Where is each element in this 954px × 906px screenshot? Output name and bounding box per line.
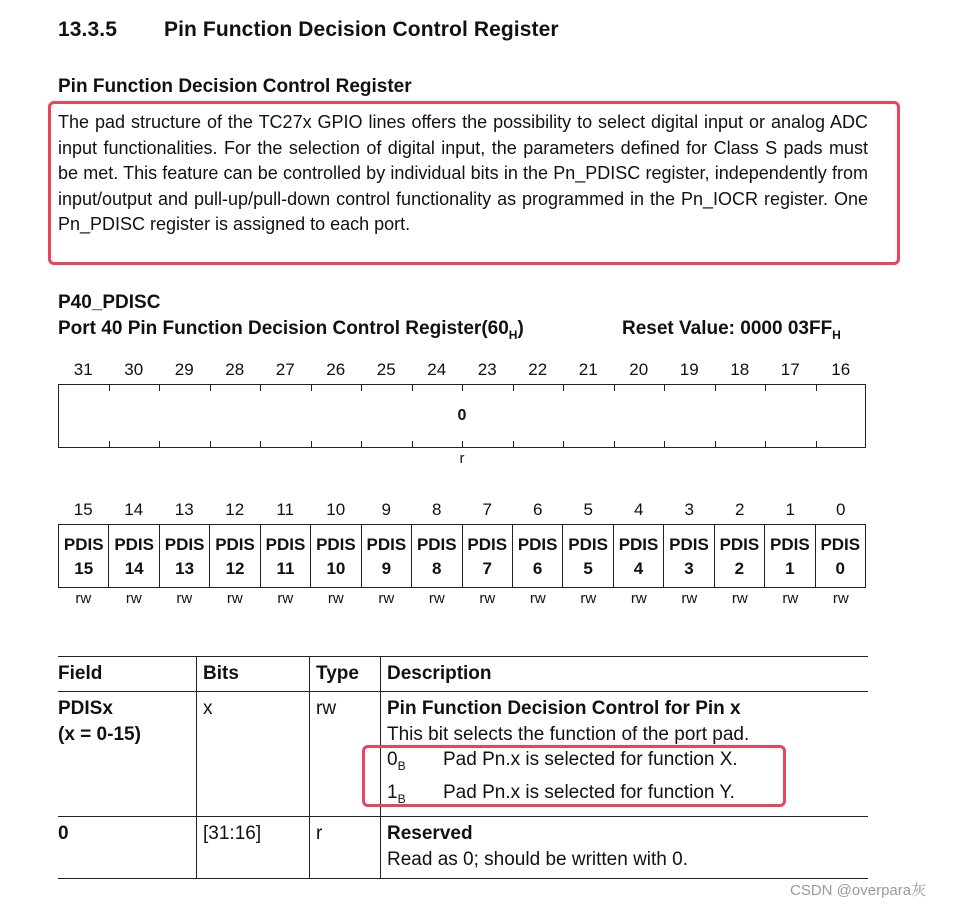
bit-tick [159,441,160,447]
bit-tick [210,441,211,447]
bit-field-index: 1 [785,559,795,578]
bit-field-name: PDIS [467,535,508,554]
bit-tick [462,385,463,391]
section-title: Pin Function Decision Control Register [164,18,559,41]
bit-field-cell [160,525,210,587]
bit-access: rw [75,590,92,607]
bit-tick [614,441,615,447]
header-description: Description [381,657,869,692]
bit-tick [664,441,665,447]
low-bit-numbers [58,500,866,520]
bit-field-index: 12 [225,559,245,578]
bit-tick [563,441,564,447]
bit-number: 27 [275,360,295,379]
row1-desc-title: Pin Function Decision Control for Pin x [387,698,741,719]
row2-desc-text: Read as 0; should be written with 0. [387,848,689,870]
bit-number: 9 [381,500,391,519]
bit-number: 16 [831,360,851,379]
bit-field-name: PDIS [114,535,154,554]
reset-value: Reset Value: 0000 $03FF_H$ [622,318,841,342]
bit-access: rw [125,590,142,607]
bit-tick [816,441,817,447]
bit-number: 20 [629,360,649,379]
bit-tick [311,441,312,447]
bit-field-cell [664,525,714,587]
bit-access: rw [580,590,597,607]
bit-field-cell [614,525,664,587]
bit-number: 4 [634,500,644,519]
section-heading [58,18,559,42]
row1-field: PDISx (x = 0-15) [58,692,197,817]
bit-field-cell [109,525,159,587]
table-row [58,817,868,879]
bit-number: 23 [477,360,497,379]
bit-tick [260,441,261,447]
bit-field-cell [261,525,311,587]
bit-number: 24 [427,360,447,379]
bit-number: 3 [684,500,694,519]
bit-field-cell [816,525,866,587]
bit-field-name: PDIS [164,535,205,554]
bit-number: 26 [326,360,346,379]
bit-number: 19 [679,360,699,379]
row2-type: r [310,817,381,879]
bit-number: 13 [174,500,194,519]
bit-number: 14 [124,500,144,519]
bit-number: 29 [174,360,194,379]
bit-access: rw [782,590,799,607]
header-type: Type [310,657,381,692]
bit-field-name: PDIS [719,535,760,554]
row1-type: rw [310,692,381,817]
bit-tick [765,385,766,391]
bit-number: 8 [432,500,442,519]
bit-tick [361,385,362,391]
value-0-row: $0_B$ Pad Pn.x is selected for function X. [387,749,738,773]
bit-number: 22 [528,360,548,379]
bit-tick [715,441,716,447]
bit-field-name: PDIS [416,535,457,554]
bit-field-index: 5 [583,559,593,578]
bit-access: rw [327,590,344,607]
bit-field-cell [715,525,765,587]
bit-number: 31 [73,360,93,379]
bit-number: 7 [482,500,492,519]
bit-number: 6 [533,500,543,519]
bit-tick [311,385,312,391]
bit-tick [210,385,211,391]
register-low-fields [58,524,866,588]
bit-tick [361,441,362,447]
bit-tick [816,385,817,391]
row2-desc-title: Reserved [387,823,473,844]
bit-number: 17 [780,360,800,379]
bit-tick [765,441,766,447]
high-field-value: 0 [457,407,467,424]
row2-bits: [31:16] [197,817,310,879]
bit-field-name: PDIS [618,535,659,554]
row1-desc-text: This bit selects the function of the port pad. [387,723,750,745]
bit-field-index: 13 [175,559,195,578]
bit-field-index: 3 [684,559,694,578]
bit-number: 28 [225,360,245,379]
bit-access: rw [630,590,647,607]
bit-tick [159,385,160,391]
bit-field-name: PDIS [820,535,861,554]
value-1-row: $1_B$ Pad Pn.x is selected for function Y. [387,781,735,806]
bit-tick [513,385,514,391]
watermark: CSDN @overpara灰 [790,882,927,899]
high-field-access: r [459,450,465,467]
bit-field-index: 10 [326,559,346,578]
bit-access: rw [277,590,294,607]
bit-field-cell [765,525,815,587]
bit-field-name: PDIS [517,535,558,554]
bit-field-name: PDIS [215,535,255,554]
highlight-box-values [362,745,786,807]
bit-access: rw [378,590,395,607]
bit-field-cell [563,525,613,587]
highlight-box-paragraph [48,101,900,265]
bit-field-cell [513,525,563,587]
bit-access: rw [731,590,748,607]
bit-field-cell [412,525,462,587]
bit-tick [664,385,665,391]
bit-field-index: 15 [74,559,94,578]
bit-tick [462,441,463,447]
bit-field-name: PDIS [63,535,104,554]
bit-number: 1 [785,500,795,519]
row1-bits: x [197,692,310,817]
bit-field-name: PDIS [770,535,810,554]
bit-number: 10 [326,500,346,519]
bit-tick [614,385,615,391]
bit-number: 5 [583,500,593,519]
bit-field-cell [311,525,361,587]
bit-field-name: PDIS [669,535,709,554]
bit-field-name: PDIS [366,535,407,554]
register-title: Port 40 Pin Function Decision Control $Register(60_H)$ [58,318,524,342]
row2-description [381,817,869,879]
register-name: P40_PDISC [58,292,161,313]
bit-tick [109,441,110,447]
bit-access: rw [832,590,849,607]
bit-field-index: 8 [432,559,442,578]
header-field: Field [58,657,197,692]
bit-number: 18 [730,360,750,379]
section-number: 13.3.5 [58,18,117,41]
bit-field-cell [362,525,412,587]
bit-number: 21 [578,360,598,379]
bit-tick [260,385,261,391]
bit-tick [563,385,564,391]
bit-field-index: 11 [276,559,295,578]
high-bit-numbers [58,360,866,380]
bit-access: rw [529,590,546,607]
bit-number: 25 [376,360,396,379]
subheading: Pin Function Decision Control Register [58,76,412,97]
bit-field-index: 7 [482,559,492,578]
bit-tick [715,385,716,391]
bit-field-index: 4 [633,559,644,578]
bit-number: 30 [124,360,144,379]
bit-field-cell [59,525,109,587]
bit-tick [412,385,413,391]
bit-field-name: PDIS [568,535,608,554]
bit-number: 11 [276,500,295,519]
bit-field-index: 0 [835,559,846,578]
bit-tick [513,441,514,447]
bit-number: 0 [836,500,846,519]
bit-field-name: PDIS [316,535,356,554]
description-paragraph: The pad structure of the TC27x GPIO lines offers the possibility to select digital input or analog ADC input functionalities. For the selection of digital input, the parameters defined for Class S pads must be met. This feature can be controlled by individual bits in the Pn_PDISC register, independently from input/output and pull-up/pull-down control functionality as programmed in the Pn_IOCR register. One Pn_PDISC register is assigned to each port. [58,112,868,235]
bit-field-index: 6 [532,559,543,578]
bit-field-cell [463,525,513,587]
bit-tick [412,441,413,447]
bit-number: 12 [225,500,245,519]
bit-access: rw [428,590,445,607]
header-bits: Bits [197,657,310,692]
bit-number: 2 [735,500,745,519]
bit-field-name: PDIS [265,535,306,554]
bit-access: rw [176,590,193,607]
bit-field-index: 9 [381,559,392,578]
bit-access: rw [226,590,243,607]
bit-field-index: 14 [124,559,144,578]
bit-tick [109,385,110,391]
low-field-access-row [58,590,866,607]
row2-field: 0 [58,817,197,879]
bit-access: rw [479,590,496,607]
bit-field-index: 2 [734,559,745,578]
bit-access: rw [681,590,698,607]
bit-number: 15 [73,500,93,519]
bit-field-cell [210,525,260,587]
